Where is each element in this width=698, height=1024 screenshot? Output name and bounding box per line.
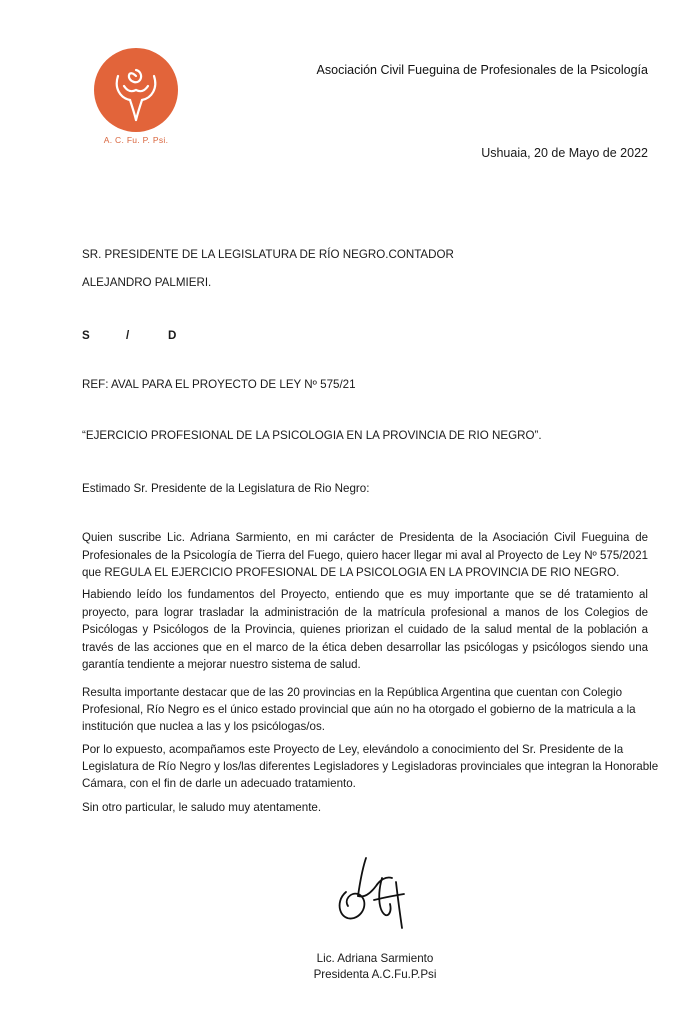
reference-line: REF: AVAL PARA EL PROYECTO DE LEY Nº 575/21: [82, 378, 356, 391]
organization-name: Asociación Civil Fueguina de Profesionales de la Psicología: [316, 63, 648, 77]
logo-caption: A. C. Fu. P. Psi.: [103, 135, 169, 145]
letter-date: Ushuaia, 20 de Mayo de 2022: [481, 146, 648, 160]
sd-s: S: [82, 329, 90, 342]
recipient-line-1: SR. PRESIDENTE DE LA LEGISLATURA DE RÍO NEGRO.CONTADOR: [82, 248, 454, 261]
organization-logo: [88, 46, 184, 146]
project-title: “EJERCICIO PROFESIONAL DE LA PSICOLOGIA EN LA PROVINCIA DE RIO NEGRO”.: [82, 429, 542, 442]
signer-name: Lic. Adriana Sarmiento: [316, 952, 434, 965]
sd-slash: /: [126, 329, 130, 342]
body-paragraph-4-line-3: Cámara, con el fin de darle un adecuado tratamiento.: [82, 777, 356, 790]
closing-line: Sin otro particular, le saludo muy atentamente.: [82, 801, 322, 814]
body-paragraph-2: Habiendo leído los fundamentos del Proyecto, entiendo que es muy importante que se dé tratamiento al proyecto, para lograr trasladar la administración de la matrícula profesional a manos de los Colegios de Psicólogas y Psicólogos de la Provincia, quienes priorizan el cuidado de la salud mental de la población a través de las acciones que en el marco de la ética deben desarrollar las psicólogas y psicólogos siendo una garantía tendiente a mejorar nuestro sistema de salud.: [82, 589, 648, 671]
sd-d: D: [168, 329, 177, 342]
body-paragraph-4-line-2: Legislatura de Río Negro y los/las diferentes Legisladores y Legisladoras provinciales que integran la Honorable: [82, 760, 659, 773]
body-paragraph-3-line-1: Resulta importante destacar que de las 20 provincias en la República Argentina que cuentan con Colegio: [82, 686, 623, 699]
signer-role: Presidenta A.C.Fu.P.Psi: [313, 968, 437, 981]
body-paragraph-3-line-2: Profesional, Río Negro es el único estado provincial que aún no ha otorgado el gobierno de la matricula a la: [82, 703, 636, 716]
body-paragraph-4-line-1: Por lo expuesto, acompañamos este Proyecto de Ley, elevándolo a conocimiento del Sr. Presidente de la: [82, 743, 624, 756]
handwritten-signature: [326, 852, 416, 934]
body-paragraph-3-line-3: institución que nuclea a las y los psicólogas/os.: [82, 720, 325, 733]
salutation: Estimado Sr. Presidente de la Legislatura de Rio Negro:: [82, 482, 370, 495]
body-paragraph-1: Quien suscribe Lic. Adriana Sarmiento, en mi carácter de Presidenta de la Asociación Civil Fueguina de Profesionales de la Psicología de Tierra del Fuego, quiero hacer llegar mi aval al Proyecto de Ley Nº 575/2021 que REGULA EL EJERCICIO PROFESIONAL DE LA PSICOLOGIA EN LA PROVINCIA DE RIO NEGRO.: [82, 532, 648, 579]
recipient-line-2: ALEJANDRO PALMIERI.: [82, 276, 212, 289]
